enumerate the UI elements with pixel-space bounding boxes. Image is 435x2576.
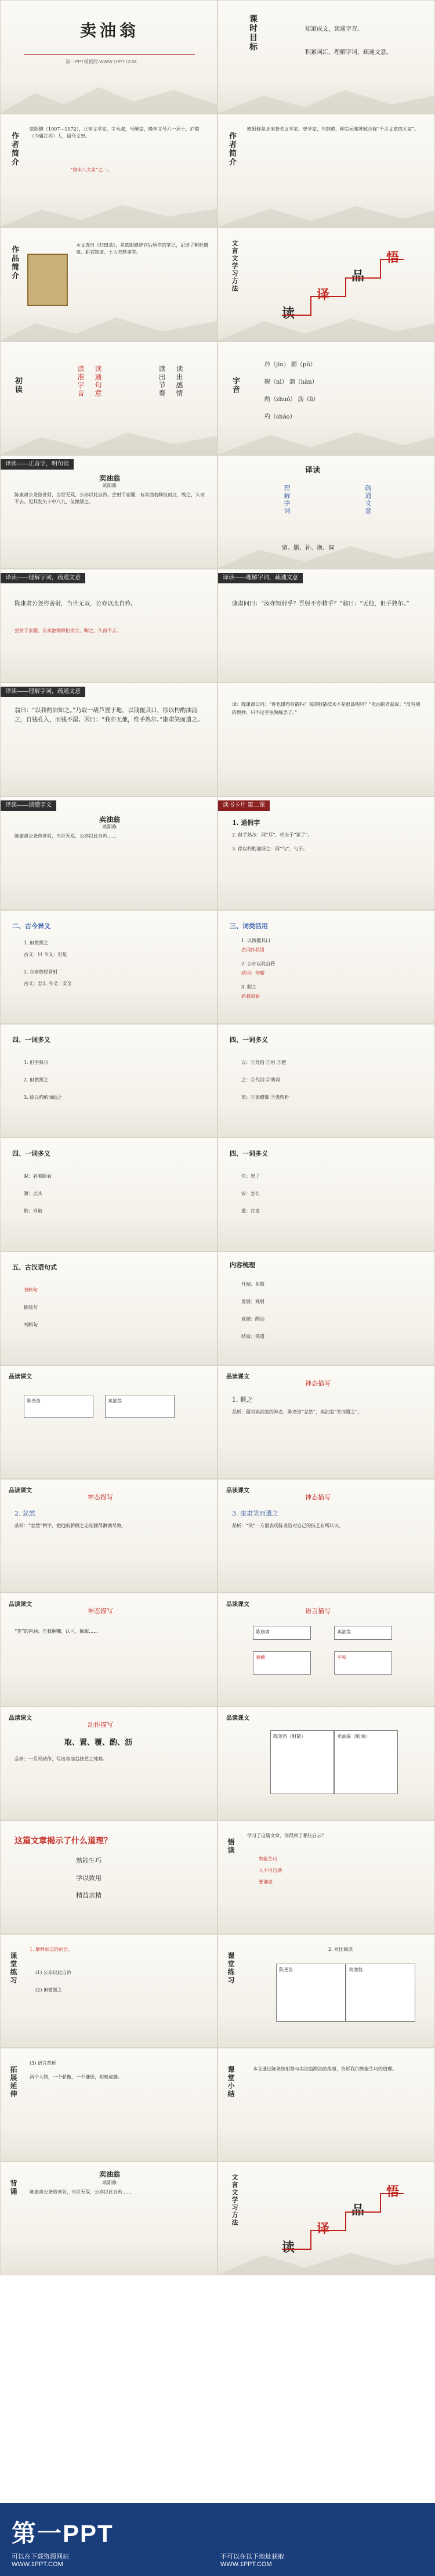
footer-banner (0, 2503, 435, 2576)
row-2: 名词作状语 (241, 947, 264, 953)
slide-title: 卖油翁 (80, 21, 140, 40)
row-1: 以：①凭借 ②用 ③把 (241, 1060, 287, 1065)
slide-23[interactable] (0, 1251, 217, 1365)
step-savor: 品 (351, 2203, 365, 2218)
row-2: 倒装句 (24, 1305, 38, 1310)
slide-19[interactable] (0, 1024, 217, 1138)
section-label: 品读课文 (9, 1374, 32, 1380)
pinyin-row-4: 杓（sháo） (264, 414, 296, 420)
text-title: 卖油翁 (99, 816, 121, 824)
mountain-decoration-icon (218, 192, 434, 227)
mountain-decoration-icon (1, 420, 217, 454)
row-2: 之：①代词 ②助词 (241, 1077, 280, 1083)
slide-25[interactable] (0, 1365, 217, 1479)
item-heading: 1. 概之 (232, 1396, 253, 1404)
exercise-1: (1) 公亦以此自矜 (35, 1970, 71, 1975)
text-author: 欧阳修 (103, 824, 117, 829)
slide-5[interactable] (0, 228, 217, 341)
slide-30[interactable] (217, 1593, 435, 1706)
item-heading: 二、古今异义 (12, 922, 50, 930)
row-5: 3. 睨之 (241, 984, 257, 990)
slide-15[interactable] (0, 796, 217, 910)
row-3: 酌：舀取 (24, 1208, 42, 1214)
sub-heading: 神态描写 (88, 1493, 113, 1501)
insight-3: 要谦虚 (259, 1879, 273, 1885)
author-text: 欧阳修是北宋著名文学家、史学家，与韩愈、柳宗元和苏轼合称“千古文章四大家”。 (247, 127, 419, 132)
goal-line-2: 积累词汇，理解字词，疏通文意。 (305, 49, 392, 56)
annotation: 尝射于家圃，有卖油翁释担而立，睨之，久而不去。 (14, 628, 121, 633)
text-author: 欧阳修 (103, 483, 117, 488)
analysis-text: 品析：“忿然”两字，把他的骄横之态刻画得淋漓尽致。 (14, 1523, 126, 1528)
section-label: 文言文学习方法 (231, 2174, 238, 2227)
classical-text: 康肃问曰：“汝亦知射乎？吾射不亦精乎？”翁曰：“无他，但手熟尔。” (232, 601, 409, 607)
pinyin-row-3: 酌（zhuó） 沥（lì） (264, 396, 319, 403)
analysis-text: 品析：面对卖油翁的神态，陈尧咨“忿然”，卖油翁“笑而遣之”。 (232, 1409, 362, 1415)
classical-text: 陈康肃公尧咨善射，当世无双，公亦以此自矜。尝射于家圃，有卖油翁释担而立，睨之，久而不去。见其发矢十中八九，但微颔之。 (14, 492, 205, 504)
row-1: 开端：射箭 (241, 1282, 264, 1287)
lesson-2: 学以致用 (76, 1874, 102, 1882)
steps-arrow-icon (276, 251, 409, 321)
translation-text: 译：陈康肃公问：“你也懂得射箭吗？我的射箭技术不是很高明吗？”卖油的老翁说：“没有别的奥妙，只不过手法熟练罢了。” (232, 702, 420, 715)
mountain-decoration-icon (218, 420, 434, 454)
slide-header: 译读——理解字词，疏通文意 (1, 573, 85, 583)
row-3: 3. 徐以杓酌油沥之 (24, 1095, 63, 1100)
row-1: 1. 以钱覆其口 (241, 938, 271, 943)
compare-col-1: 陈尧咨（射箭） (270, 1730, 334, 1794)
slide-11[interactable] (0, 569, 217, 683)
slide-2[interactable] (217, 0, 435, 114)
step-comprehend: 悟 (386, 2184, 400, 2199)
row-2: 发展：观射 (241, 1299, 264, 1304)
col2-item2: 读出感情 (175, 365, 183, 398)
section-label: 拓展延伸 (9, 2066, 17, 2098)
pinyin-row-2: 睨（nì） 颔（hàn） (264, 379, 318, 385)
slide-29[interactable] (0, 1593, 217, 1706)
slide-38[interactable] (217, 2048, 435, 2162)
slide-12[interactable] (217, 569, 435, 683)
method-1: 理解字词 (283, 485, 291, 515)
item-heading: 四、一词多义 (230, 1036, 268, 1044)
section-label: 品读课文 (226, 1715, 249, 1722)
char-box-2: 卖油翁 (105, 1395, 175, 1418)
slide-6[interactable] (217, 228, 435, 341)
slide-40[interactable] (217, 2162, 435, 2275)
slide-37[interactable] (0, 2048, 217, 2162)
classical-text: 陈康肃公尧咨善射，当世无双，公亦以此自矜…… (30, 2189, 132, 2195)
classical-text: 陈康肃公尧咨善射，当世无双，公亦以此自矜。 (14, 601, 136, 607)
slide-21[interactable] (0, 1138, 217, 1251)
sub-heading: 神态描写 (305, 1380, 331, 1387)
book-image (27, 254, 68, 306)
row-1: 睨：斜着眼看 (24, 1174, 52, 1179)
pinyin-row-1: 矜（jīn） 圃（pǔ） (264, 362, 316, 368)
footer-caption-1: 可以在下载资源网站 (12, 2553, 69, 2560)
section-label: 品读课文 (9, 1601, 32, 1608)
item-line-2: 3. 徐以杓酌油沥之：同“勺”，勺子。 (232, 846, 308, 852)
section-label: 课堂小结 (227, 2066, 235, 2098)
row-1: 1. 但手熟尔 (24, 1060, 49, 1065)
slide-header: 读书卡片 第二课 (218, 800, 270, 811)
row-3: 2. 公亦以此自矜 (241, 961, 276, 966)
section-label: 译读 (305, 466, 321, 475)
sub-heading: 动作描写 (88, 1721, 113, 1729)
compare-col-2: 卖油翁 (346, 1964, 415, 2022)
trait-box-1: 骄横 (253, 1651, 311, 1675)
method-steps: 留、删、补、换、调 (282, 545, 334, 551)
step-read: 读 (282, 306, 295, 321)
slide-33[interactable] (0, 1820, 217, 1934)
work-text: 本文选自《归田录》，是欧阳修辞官后所作的笔记，记述了朝廷遗事、职官制度、士大夫轶事等。 (76, 243, 208, 255)
row-2: 古义：只 今义：但是 (24, 952, 67, 957)
sub-heading: 神态描写 (305, 1493, 331, 1501)
slide-39[interactable] (0, 2162, 217, 2275)
brand-logo: 第一PPT (12, 2520, 114, 2547)
slide-36[interactable] (217, 1934, 435, 2048)
slide-header: 译读——理解字词，疏通文意 (1, 687, 85, 697)
goal-line-1: 知道成文，读通字音。 (305, 26, 363, 33)
step-savor: 品 (351, 269, 365, 284)
slide-14[interactable] (217, 683, 435, 796)
row-1: 尔：罢了 (241, 1174, 260, 1179)
action-words: 取、置、覆、酌、沥 (64, 1738, 133, 1747)
prompt-text: 学习了这篇文章，你得到了哪些启示？ (247, 1833, 326, 1838)
text-title: 卖油翁 (99, 474, 121, 482)
slide-8[interactable] (217, 341, 435, 455)
char-box-2: 卖油翁 (334, 1626, 392, 1640)
item-heading: 3. 康肃笑而遣之 (232, 1510, 278, 1517)
analysis-text: 品析：“笑”一方面表现陈尧咨对自己的技艺有所认识。 (232, 1523, 344, 1528)
section-label: 品读课文 (9, 1488, 32, 1494)
section-label: 作者简介 (10, 132, 19, 167)
row-4: 古义：怎么 今义：安全 (24, 981, 72, 986)
item-heading: 四、一词多义 (230, 1150, 268, 1157)
steps-arrow-icon (276, 2185, 409, 2255)
classical-text: 翁曰：“以我酌油知之。”乃取一葫芦置于地，以钱覆其口，徐以杓酌油沥之，自钱孔入，而钱不湿。因曰：“我亦无他，惟手熟尔。”康肃笑而遣之。 (14, 708, 204, 723)
summary-text: 本文通过陈尧咨射箭与卖油翁酌油的故事，告诉我们熟能生巧的道理。 (253, 2066, 397, 2072)
slide-35[interactable] (0, 1934, 217, 2048)
mountain-decoration-icon (1, 192, 217, 227)
row-2: 颔：点头 (24, 1191, 42, 1196)
section-label: 文言文学习方法 (231, 240, 238, 293)
row-2: 2. 但微颔之 (24, 1077, 49, 1083)
char-box-1: 陈尧咨 (24, 1395, 93, 1418)
step-read: 读 (282, 2240, 295, 2255)
text-title: 卖油翁 (99, 2170, 121, 2178)
compare-col-1: 陈尧咨 (276, 1964, 346, 2022)
step-comprehend: 悟 (386, 250, 400, 265)
slide-10[interactable] (217, 455, 435, 569)
method-2: 疏通文意 (364, 485, 372, 515)
step-translate: 译 (317, 287, 330, 302)
item-heading: 四、一词多义 (12, 1036, 50, 1044)
slide-31[interactable] (0, 1706, 217, 1820)
row-3: 高潮：酌油 (241, 1316, 264, 1322)
compare-col-2: 卖油翁（酌油） (334, 1730, 398, 1794)
row-3: 2. 尔安敢轻吾射 (24, 969, 58, 975)
sub-heading: 语言描写 (305, 1607, 331, 1615)
slide-22[interactable] (217, 1138, 435, 1251)
section-label: 字音 (231, 377, 240, 394)
section-label: 品读课文 (226, 1374, 249, 1380)
slide-header: 译读——正音字，明句读 (1, 459, 74, 470)
item-heading: 1. 通假字 (232, 819, 260, 827)
col1-item1: 读准字音 (77, 365, 85, 398)
slide-9[interactable] (0, 455, 217, 569)
insight-1: 熟能生巧 (259, 1856, 277, 1861)
slide-26[interactable] (217, 1365, 435, 1479)
item-heading: 2. 忿然 (14, 1510, 35, 1517)
text-author: 欧阳修 (103, 2180, 117, 2185)
section-label: 初读 (13, 377, 22, 394)
footer-caption-2[interactable]: WWW.1PPT.COM (12, 2561, 63, 2568)
mountain-decoration-icon (218, 78, 434, 113)
analysis-text: “笑”的内涵：自我解嘲、认可、佩服…… (14, 1629, 99, 1634)
row-1: 1. 但微颔之 (24, 940, 49, 946)
section-label: 作者简介 (227, 132, 236, 167)
item-heading: 2. 对比阅读 (328, 1947, 353, 1952)
lesson-1: 熟能生巧 (76, 1857, 102, 1864)
author-text: 欧阳修（1007—1072），北宋文学家，字永叔，号醉翁，晚年又号六一居士，庐陵（今属江西）人，谥号文忠。 (30, 127, 200, 139)
mountain-decoration-icon (1, 78, 217, 113)
section-label: 品读课文 (226, 1601, 249, 1608)
question-title: 这篇文章揭示了什么道理？ (14, 1837, 112, 1846)
slide-27[interactable] (0, 1479, 217, 1593)
step-translate: 译 (317, 2221, 330, 2236)
slide-18[interactable] (217, 910, 435, 1024)
row-4: 动词：夸耀 (241, 970, 264, 976)
slide-20[interactable] (217, 1024, 435, 1138)
insight-2: 人不可自满 (259, 1868, 282, 1873)
exercise-2: (2) 但微颔之 (35, 1987, 62, 1993)
row-1: 省略句 (24, 1287, 38, 1293)
row-3: 遣：打发 (241, 1208, 260, 1214)
item-heading: 五、古汉语句式 (12, 1264, 57, 1271)
slide-28[interactable] (217, 1479, 435, 1593)
row-2: 安：怎么 (241, 1191, 260, 1196)
section-label: 课时目标 (248, 15, 258, 52)
slide-4[interactable] (217, 114, 435, 228)
slide-subtitle: 第一PPT模板网-WWW.1PPT.COM (66, 59, 137, 64)
slide-7[interactable] (0, 341, 217, 455)
classical-text: 陈康肃公尧咨善射，当世无双，公亦以此自矜…… (14, 834, 117, 839)
section-label: 品读课文 (9, 1715, 32, 1722)
row-6: 斜着眼看 (241, 994, 260, 999)
col1-item2: 读通句意 (94, 365, 102, 398)
section-label: 内容梳理 (230, 1261, 255, 1269)
slide-1[interactable] (0, 0, 217, 114)
slide-13[interactable] (0, 683, 217, 796)
sub-heading: 神态描写 (88, 1607, 113, 1615)
section-label: 品读课文 (226, 1488, 249, 1494)
section-label: 背诵 (9, 2180, 17, 2196)
footer-caption-4[interactable]: WWW.1PPT.COM (220, 2561, 272, 2568)
slide-34[interactable] (217, 1820, 435, 1934)
item-heading: 四、一词多义 (12, 1150, 50, 1157)
slide-header: 译读——理解字词，疏通文意 (218, 573, 303, 583)
slide-24[interactable] (217, 1251, 435, 1365)
item-heading: (3) 语言赏析 (30, 2061, 56, 2066)
lesson-3: 精益求精 (76, 1892, 102, 1899)
title-underline (24, 54, 195, 55)
slide-16[interactable] (217, 796, 435, 910)
section-label: 作品简介 (10, 246, 19, 280)
row-4: 结局：笑遣 (241, 1334, 264, 1339)
item-line-1: 2. 但手熟尔：同“耳”，相当于“罢了”。 (232, 832, 313, 838)
item-heading: 三、词类活用 (230, 922, 268, 930)
slide-3[interactable] (0, 114, 217, 228)
trait-box-2: 平和 (334, 1651, 392, 1675)
slide-header: 译读——读懂字义 (1, 800, 56, 811)
row-3: 而：①表修饰 ②表转折 (241, 1095, 289, 1100)
footer-caption-3: 不可以在以下地址获取 (220, 2553, 284, 2560)
section-label: 课堂练习 (227, 1952, 235, 1985)
exercise-prompt: 1. 解释加点的词语。 (30, 1947, 73, 1952)
row-3: 判断句 (24, 1322, 38, 1327)
mountain-decoration-icon (1, 306, 217, 341)
slide-17[interactable] (0, 910, 217, 1024)
section-label: 课堂练习 (9, 1952, 17, 1985)
analysis-text: 品析：一系列动作，写出卖油翁技艺之纯熟。 (14, 1756, 107, 1762)
slide-32[interactable] (217, 1706, 435, 1820)
analysis-text: 两个人物，一个骄傲，一个谦逊，相映成趣。 (30, 2074, 122, 2080)
char-box-1: 陈康肃 (253, 1626, 311, 1640)
section-label: 悟读 (227, 1838, 235, 1855)
col2-item1: 读出节奏 (158, 365, 166, 398)
author-quote: “唐宋八大家”之一。 (70, 167, 113, 172)
